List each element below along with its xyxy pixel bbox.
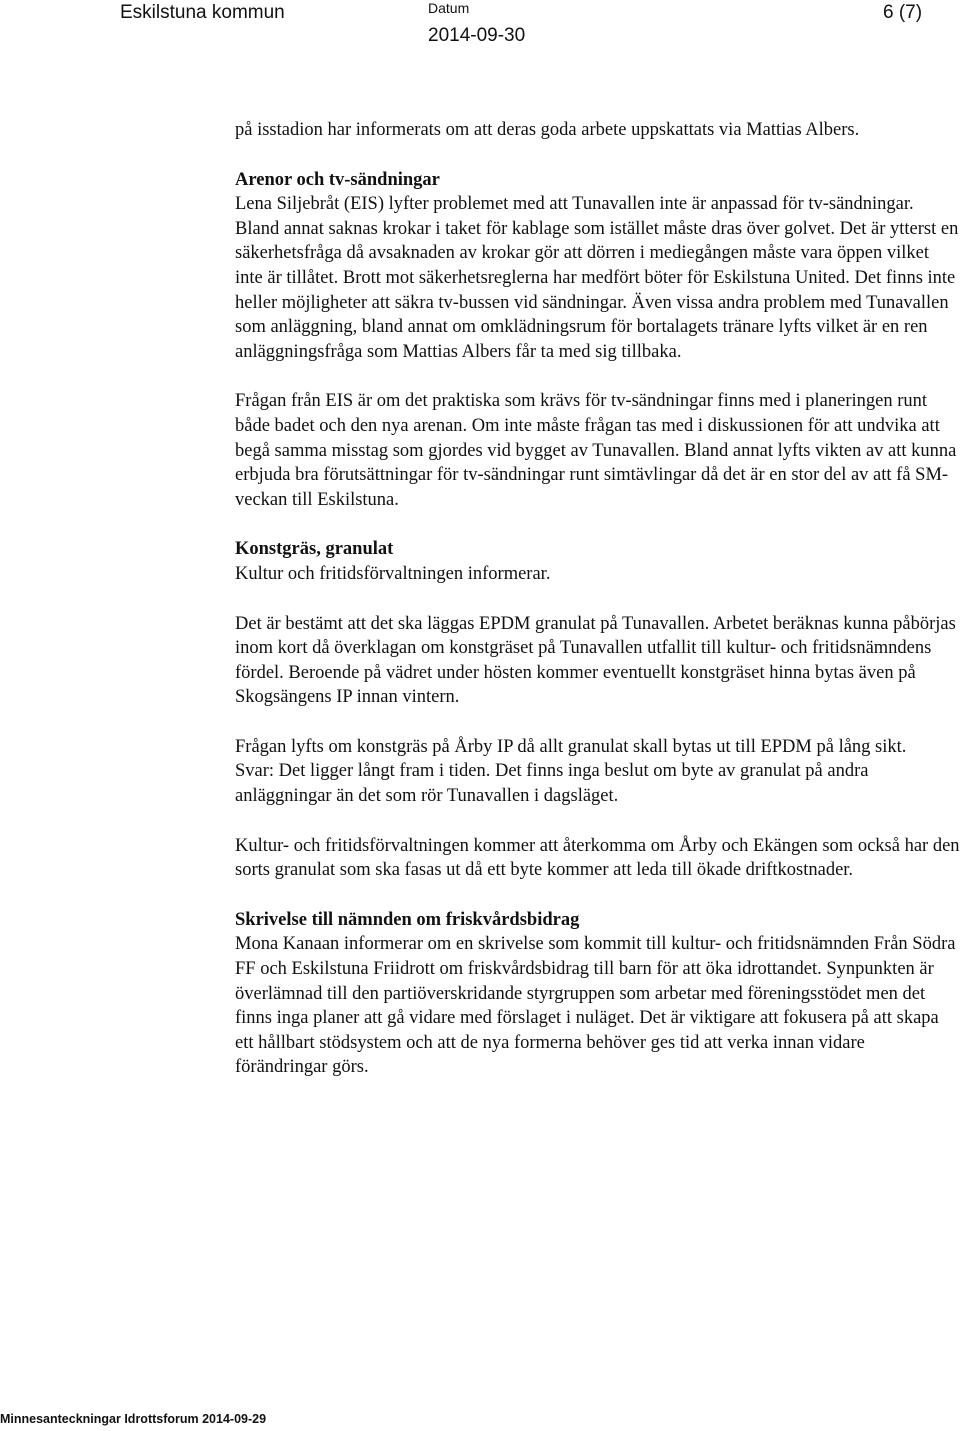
paragraph: Lena Siljebråt (EIS) lyfter problemet med att Tunavallen inte är anpassad för tv-sändningar. Bland annat saknas krokar i taket för kablage som istället måste dras över golvet. Det är ytterst en säkerhetsfråga då avsaknaden av krokar gör att dörren i mediegången måste vara öppen vilket inte är tillåtet. Brott mot säkerhetsreglerna har medfört böter för Eskilstuna United. Det finns inte heller möjligheter att säkra tv-bussen vid sändningar. Även vissa andra problem med Tunavallen som anläggning, bland annat om omklädningsrum för bortalagets tränare lyfts vilket är en ren anläggningsfråga som Mattias Albers får ta med sig tillbaka. bbox=[235, 194, 959, 362]
organization-name: Eskilstuna kommun bbox=[120, 2, 285, 23]
paragraph: Mona Kanaan informerar om en skrivelse som kommit till kultur- och fritidsnämnden Från Södra FF och Eskilstuna Friidrott om friskvårdsbidrag till barn för att öka idrottandet. Synpunkten är överlämnad till den partiöverskridande styrgruppen som arbetar med föreningsstödet men det finns inga planer att gå vidare med förslaget i nuläget. Det är viktigare att fokusera på att skapa ett hållbart stödsystem och att de nya formerna behöver ges tid att verka innan vidare förändringar görs. bbox=[235, 934, 956, 1078]
page-number: 6 (7) bbox=[883, 2, 923, 23]
section-heading: Skrivelse till nämnden om friskvårdsbidrag bbox=[235, 909, 580, 930]
section-heading: Konstgräs, granulat bbox=[235, 539, 394, 560]
document-body bbox=[235, 118, 960, 1105]
paragraph: Kultur- och fritidsförvaltningen kommer att återkomma om Årby och Ekängen som också har den sorts granulat som ska fasas ut då ett byte kommer att leda till ökade driftkostnader. bbox=[235, 835, 960, 881]
section-heading: Arenor och tv-sändningar bbox=[235, 169, 440, 190]
section-skrivelse bbox=[235, 908, 960, 1080]
document-date: 2014-09-30 bbox=[428, 25, 526, 46]
paragraph: Kultur och fritidsförvaltningen informerar. bbox=[235, 563, 551, 584]
date-label: Datum bbox=[428, 0, 470, 16]
question-text: Frågan lyfts om konstgräs på Årby IP då allt granulat skall bytas ut till EPDM på lång sikt. bbox=[235, 736, 907, 757]
paragraph: Frågan från EIS är om det praktiska som krävs för tv-sändningar finns med i planeringen runt både badet och den nya arenan. Om inte måste frågan tas med i diskussionen för att undvika att begå samma misstag som gjordes vid bygget av Tunavallen. Bland annat lyfts vikten av att kunna erbjuda bra förutsättningar för tv-sändningar runt simtävlingar då det är en stor del av att få SM-veckan till Eskilstuna. bbox=[235, 391, 957, 510]
section-arenor bbox=[235, 168, 960, 513]
question-answer bbox=[235, 735, 960, 809]
section-konstgras bbox=[235, 537, 960, 883]
answer-text: Svar: Det ligger långt fram i tiden. Det finns inga beslut om byte av granulat på andra anläggningar än det som rör Tunavallen i dagsläget. bbox=[235, 761, 869, 807]
footer-text: Minnesanteckningar Idrottsforum 2014-09-29 bbox=[0, 1412, 267, 1426]
intro-paragraph: på isstadion har informerats om att deras goda arbete uppskattats via Mattias Albers. bbox=[235, 120, 860, 140]
paragraph: Det är bestämt att det ska läggas EPDM granulat på Tunavallen. Arbetet beräknas kunna påbörjas inom kort då överklagan om konstgräset på Tunavallen utfallit till kultur- och fritidsnämndens fördel. Beroende på vädret under hösten kommer eventuellt konstgräset hinna bytas även på Skogsängens IP innan vintern. bbox=[235, 613, 956, 708]
